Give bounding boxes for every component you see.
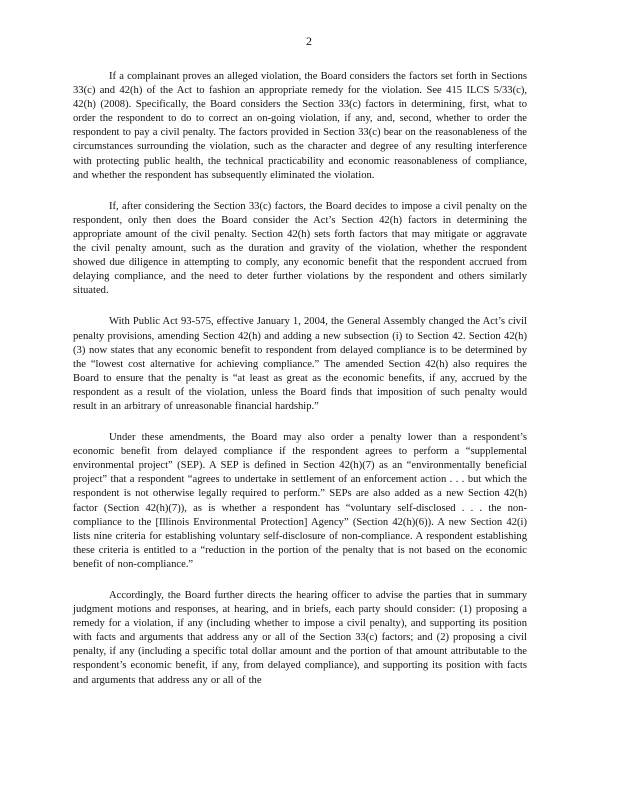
- body-text: [73, 70, 527, 705]
- paragraph-hearing-directions: Accordingly, the Board further directs the hearing officer to advise the parties that in summary judgment motions and responses, at hearing, and in briefs, each party should consider: (1) proposing a remedy for a violation, if any (including whether to impose a civil penalty), and supporting its position with facts and arguments that address any or all of the Section 33(c) factors; and (2) proposing a civil penalty, if any (including a specific total dollar amount and the portion of that amount attributable to the respondent’s economic benefit, if any, from delayed compliance), and supporting its position with facts and arguments that address any or all of the: [73, 590, 527, 686]
- paragraph-civil-penalty: If, after considering the Section 33(c) factors, the Board decides to impose a civil penalty on the respondent, only then does the Board consider the Act’s Section 42(h) factors in determining the appropriate amount of the civil penalty. Section 42(h) sets forth factors that may mitigate or aggravate the civil penalty amount, such as the duration and gravity of the violation, whether the respondent showed due diligence in attempting to comply, any economic benefit that the respondent accrued from delaying compliance, and the need to deter further violations by the respondent and others similarly situated.: [73, 200, 527, 297]
- paragraph-sep-amendments: Under these amendments, the Board may also order a penalty lower than a respondent’s economic benefit from delayed compliance if the respondent agrees to perform a “supplemental environmental project” (SEP). A SEP is defined in Section 42(h)(7) as an “environmentally beneficial project” that a respondent “agrees to undertake in settlement of an enforcement action . . . but which the respondent is not otherwise legally required to perform.” SEPs are also added as a new Section 42(h) factor (Section 42(h)(7)), as is whether a respondent has “voluntary self-disclosed . . . the non-compliance to the [Illinois Environmental Protection] Agency” (Section 42(h)(6)). A new Section 42(i) lists nine criteria for establishing voluntary self-disclosure of non-compliance. A respondent establishing these criteria is entitled to a “reduction in the portion of the penalty that is not based on the economic benefit of non-compliance.”: [73, 432, 527, 570]
- paragraph-public-act: With Public Act 93-575, effective January 1, 2004, the General Assembly changed the Act’s civil penalty provisions, amending Section 42(h) and adding a new subsection (i) to Section 42. Section 42(h)(3) now states that any economic benefit to respondent from delayed compliance is to be determined by the “lowest cost alternative for achieving compliance.” The amended Section 42(h) also requires the Board to ensure that the penalty is “at least as great as the economic benefits, if any, accrued by the respondent as a result of the violation, unless the Board finds that imposition of such penalty would result in an arbitrary of unreasonable financial hardship.”: [73, 316, 527, 412]
- page-number: 2: [306, 34, 312, 48]
- paragraph-remedy-factors: If a complainant proves an alleged violation, the Board considers the factors set forth in Sections 33(c) and 42(h) of the Act to fashion an appropriate remedy for the violation. See 415 ILCS 5/33(c), 42(h) (2008). Specifically, the Board considers the Section 33(c) factors in determining, first, what to order the respondent to do to correct an on-going violation, if any, and, second, whether to order the respondent to pay a civil penalty. The factors provided in Section 33(c) bear on the reasonableness of the circumstances surrounding the violation, such as the character and degree of any resulting interference with protecting public health, the technical practicability and economic reasonableness of compliance, and whether the respondent has subsequently eliminated the violation.: [73, 71, 527, 181]
